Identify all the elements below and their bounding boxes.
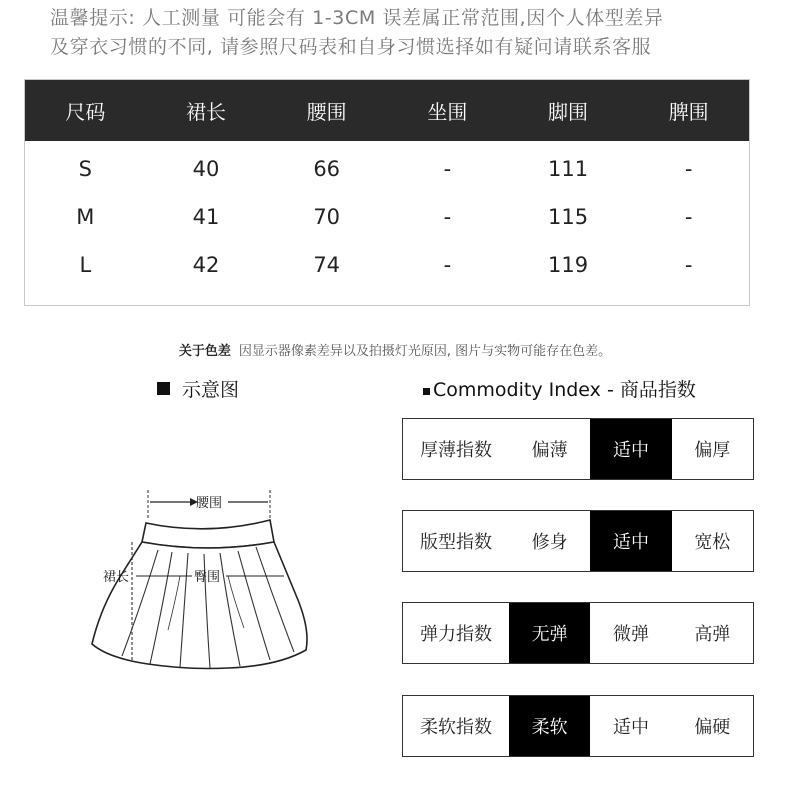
color-difference-note [0, 340, 790, 359]
notice-line-1: 温馨提示: 人工测量 可能会有 1-3CM 误差属正常范围,因个人体型差异 [50, 7, 664, 29]
header-waist: 腰围 [306, 100, 347, 124]
table-cell: - [684, 157, 693, 181]
header-hem: 脚围 [548, 100, 589, 124]
table-cell: - [443, 253, 452, 277]
table-row [25, 193, 749, 241]
index-label: 厚薄指数 [420, 440, 492, 461]
index-option-selected: 无弹 [509, 603, 590, 663]
header-length: 裙长 [186, 100, 226, 124]
square-bullet-icon [423, 388, 430, 395]
color-note-text: 因显示器像素差异以及拍摄灯光原因, 图片与实物可能存在色差。 [238, 344, 612, 359]
table-cell: 66 [313, 157, 341, 181]
skirt-waistband [142, 520, 274, 548]
table-cell: 70 [313, 205, 341, 229]
header-thigh: 脾围 [668, 100, 709, 124]
square-bullet-icon [157, 382, 170, 395]
index-row-elasticity [402, 602, 754, 664]
index-label: 弹力指数 [420, 624, 492, 645]
index-option: 偏厚 [694, 440, 731, 461]
table-cell: L [79, 253, 92, 277]
table-cell: - [443, 157, 452, 181]
table-cell: - [684, 253, 693, 277]
table-row [25, 241, 749, 289]
index-row-softness [402, 695, 754, 757]
diagram-title [157, 375, 239, 402]
table-cell: - [443, 205, 452, 229]
table-cell: 119 [547, 253, 589, 277]
commodity-index-title [423, 375, 696, 402]
header-size: 尺码 [65, 100, 106, 124]
size-table [24, 79, 750, 306]
index-option: 适中 [612, 717, 649, 738]
length-label: 裙长 [103, 570, 130, 585]
diagram-title-text: 示意图 [182, 379, 240, 401]
size-table-header [25, 80, 749, 141]
table-cell: 42 [192, 253, 220, 277]
index-option: 宽松 [694, 532, 731, 553]
index-row-thickness [402, 418, 754, 480]
index-option: 微弹 [612, 624, 649, 645]
index-row-fit [402, 510, 754, 572]
table-cell: 111 [547, 157, 589, 181]
index-option-selected: 适中 [590, 419, 671, 479]
index-option: 偏硬 [694, 717, 731, 738]
notice-line-2: 及穿衣习惯的不同, 请参照尺码表和自身习惯选择如有疑问请联系客服 [50, 36, 652, 58]
index-option-selected: 柔软 [509, 696, 590, 756]
skirt-diagram [88, 480, 318, 680]
index-option: 偏薄 [531, 440, 568, 461]
hip-label: 臀围 [194, 570, 221, 585]
table-row [25, 145, 749, 193]
index-label: 版型指数 [420, 532, 492, 553]
table-cell: - [684, 205, 693, 229]
size-notice [50, 4, 770, 62]
waist-label: 腰围 [196, 496, 223, 511]
table-cell: 74 [313, 253, 341, 277]
table-cell: 40 [192, 157, 220, 181]
color-note-label: 关于色差 [178, 344, 231, 359]
index-option: 修身 [531, 532, 568, 553]
table-cell: 115 [547, 205, 589, 229]
index-option-selected: 适中 [590, 511, 671, 571]
table-cell: S [78, 157, 92, 181]
index-option: 高弹 [694, 624, 731, 645]
table-cell: M [76, 205, 95, 229]
header-hip: 坐围 [427, 100, 468, 124]
commodity-index-title-text: Commodity Index - 商品指数 [433, 379, 696, 401]
table-cell: 41 [192, 205, 220, 229]
index-label: 柔软指数 [420, 717, 492, 738]
